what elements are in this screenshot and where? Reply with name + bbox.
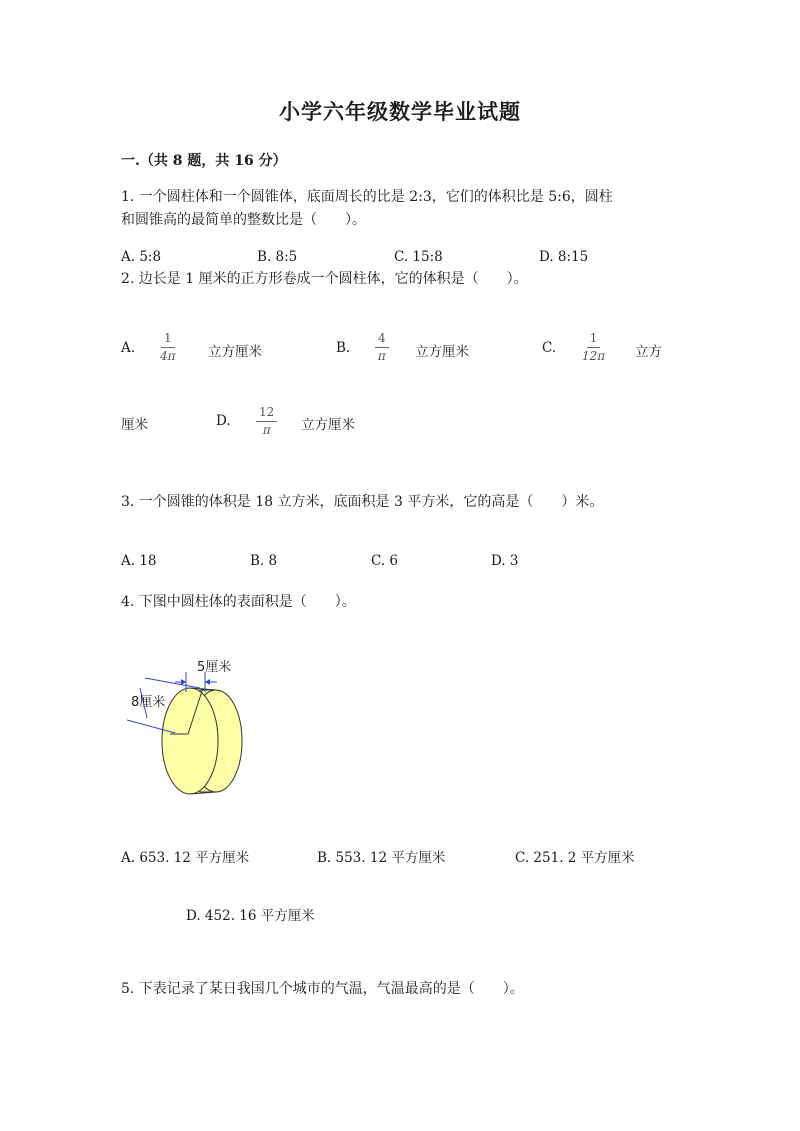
question-1-option-c: C. 15:8 <box>394 249 443 265</box>
cylinder-diagram <box>125 650 255 800</box>
width-arrowhead-right <box>205 679 210 685</box>
fraction-numerator: 4 <box>375 332 389 348</box>
section-heading: 一.（共 8 题，共 16 分） <box>121 153 287 169</box>
question-4-option-c: C. 251. 2 平方厘米 <box>515 850 635 866</box>
question-3-option-c: C. 6 <box>371 553 399 569</box>
question-1-line-1: 1. 一个圆柱体和一个圆锥体，底面周长的比是 2:3，它们的体积比是 5:6，圆柱 <box>121 189 613 205</box>
question-3-option-a: A. 18 <box>121 553 157 569</box>
fraction-denominator: π <box>377 349 386 363</box>
question-2-option-c-label: C. <box>542 340 557 356</box>
fraction-numerator: 1 <box>161 332 175 348</box>
question-4-option-d: D. 452. 16 平方厘米 <box>186 908 315 924</box>
question-2-option-c-fraction <box>582 332 605 363</box>
question-2-option-a-label: A. <box>121 340 136 356</box>
question-1-line-2: 和圆锥高的最简单的整数比是（ ）。 <box>121 212 366 228</box>
fraction-numerator: 12 <box>256 406 277 422</box>
fraction-numerator: 1 <box>587 332 601 348</box>
question-2-option-c-unit: 立方 <box>635 344 662 360</box>
question-4-text: 4. 下图中圆柱体的表面积是（ ）。 <box>121 594 356 610</box>
question-2-option-b-label: B. <box>336 340 351 356</box>
fraction-denominator: π <box>262 423 271 437</box>
width-label: 5厘米 <box>197 660 232 675</box>
question-1-option-b: B. 8:5 <box>257 249 298 265</box>
radius-label: 8厘米 <box>131 695 166 710</box>
cylinder-front-face <box>162 688 218 794</box>
fraction-denominator: 12π <box>582 349 606 363</box>
question-2-text: 2. 边长是 1 厘米的正方形卷成一个圆柱体，它的体积是（ ）。 <box>121 271 528 287</box>
question-1-option-d: D. 8:15 <box>539 249 589 265</box>
question-2-option-b-fraction <box>375 332 389 363</box>
question-2-option-a-unit: 立方厘米 <box>208 344 262 360</box>
question-2-option-c-unit-continued: 厘米 <box>121 417 148 433</box>
question-4-option-b: B. 553. 12 平方厘米 <box>317 850 446 866</box>
question-4-option-a: A. 653. 12 平方厘米 <box>121 850 250 866</box>
radius-dim-line-top <box>145 678 200 688</box>
question-2-option-a-fraction <box>160 332 176 363</box>
question-3-text: 3. 一个圆锥的体积是 18 立方米，底面积是 3 平方米，它的高是（ ）米。 <box>121 494 604 510</box>
width-arrowhead-left <box>181 679 186 685</box>
cylinder-figure <box>125 650 255 800</box>
page-title: 小学六年级数学毕业试题 <box>279 99 521 124</box>
fraction-denominator: 4π <box>160 349 176 363</box>
question-1-option-a: A. 5:8 <box>121 249 162 265</box>
question-3-option-d: D. 3 <box>491 553 519 569</box>
question-2-option-d-unit: 立方厘米 <box>301 417 355 433</box>
question-5-text: 5. 下表记录了某日我国几个城市的气温，气温最高的是（ ）。 <box>121 981 524 997</box>
question-2-option-b-unit: 立方厘米 <box>415 344 469 360</box>
question-2-option-d-fraction <box>256 406 277 437</box>
question-3-option-b: B. 8 <box>250 553 278 569</box>
question-2-option-d-label: D. <box>216 413 231 429</box>
